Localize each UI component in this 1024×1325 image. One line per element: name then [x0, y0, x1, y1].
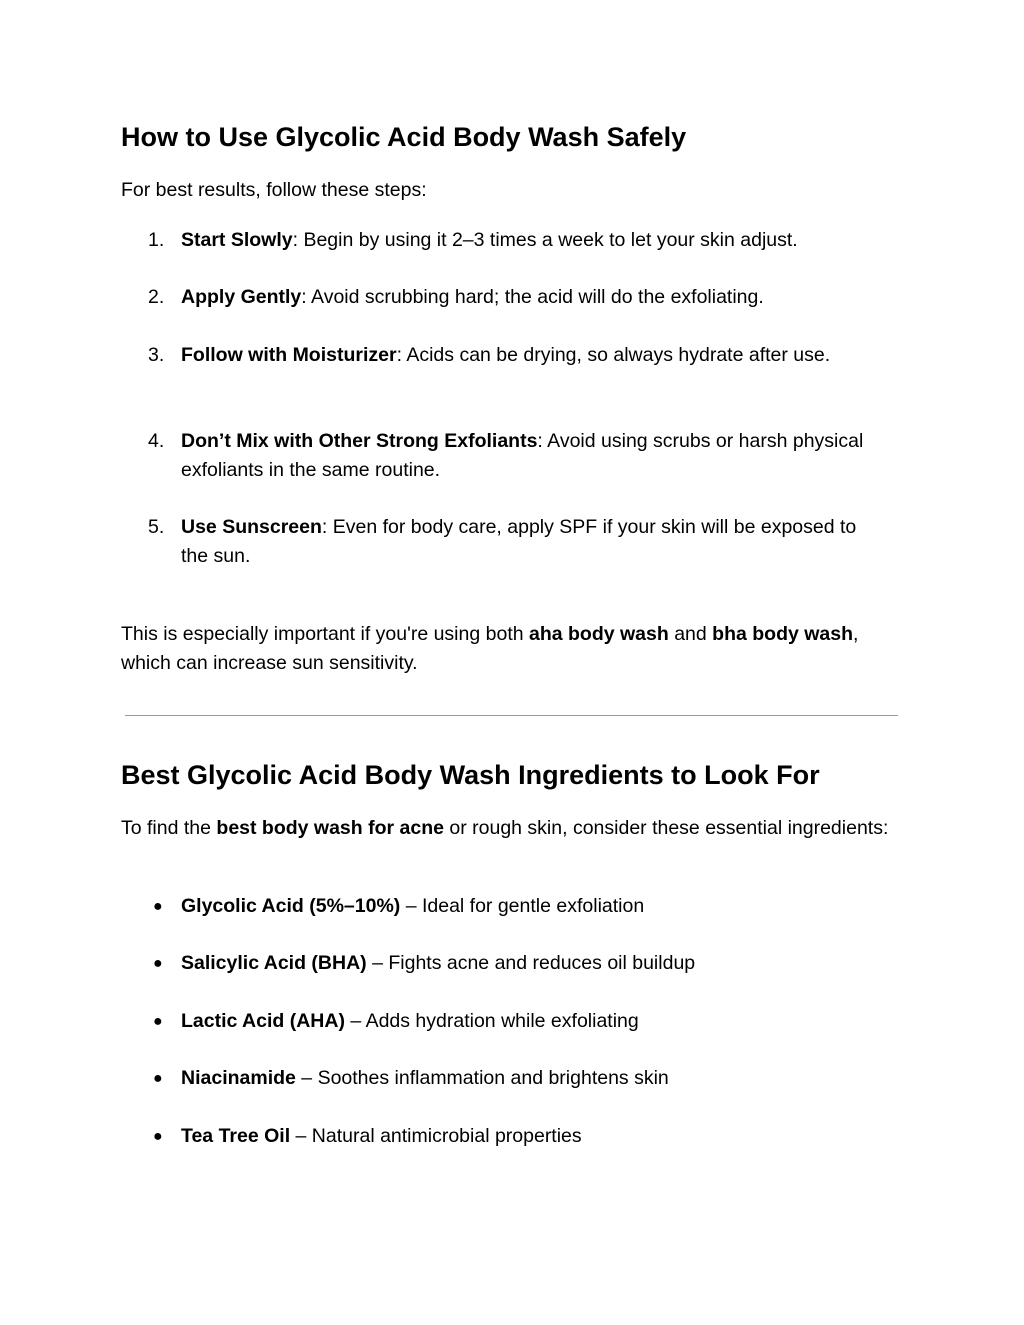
list-item [148, 226, 881, 255]
ingredient-name: Glycolic Acid (5%–10%) [181, 895, 401, 917]
step-title: Apply Gently [181, 286, 302, 308]
horizontal-divider [125, 715, 898, 716]
list-item [148, 427, 881, 485]
list-item [153, 892, 881, 921]
steps-intro: For best results, follow these steps: [121, 179, 427, 201]
note-text: , which can increase sun sensitivity. [121, 623, 859, 674]
ingredient-text: – Soothes inflammation and brightens skin [295, 1067, 669, 1089]
sun-sensitivity-note [121, 620, 901, 678]
list-number: 2. [148, 286, 165, 308]
intro-text: To find the [121, 817, 217, 839]
note-text: and [668, 623, 713, 645]
list-number: 3. [148, 344, 165, 366]
ingredient-name: Lactic Acid (AHA) [181, 1010, 345, 1032]
step-title: Don’t Mix with Other Strong Exfoliants [181, 430, 538, 452]
ingredient-name: Tea Tree Oil [181, 1125, 291, 1147]
bullet-icon: ● [153, 898, 163, 915]
intro-text: or rough skin, consider these essential ingredients: [443, 817, 889, 839]
section-heading-safe-use: How to Use Glycolic Acid Body Wash Safely [121, 122, 687, 152]
list-item [148, 283, 881, 312]
note-keyword: bha body wash [712, 623, 854, 645]
ingredient-name: Niacinamide [181, 1067, 296, 1089]
step-title: Use Sunscreen [181, 516, 322, 538]
note-text: This is especially important if you're using both [121, 623, 529, 645]
step-text: : Acids can be drying, so always hydrate after use. [396, 344, 831, 366]
step-title: Follow with Moisturizer [181, 344, 397, 366]
step-text: : Avoid using scrubs or harsh physical exfoliants in the same routine. [181, 430, 864, 481]
intro-keyword: best body wash for acne [216, 817, 444, 839]
bullet-icon: ● [153, 1128, 163, 1145]
list-item [153, 1064, 881, 1093]
ingredient-text: – Fights acne and reduces oil buildup [366, 952, 696, 974]
list-item [153, 1007, 881, 1036]
list-item [153, 949, 881, 978]
list-item [148, 341, 881, 370]
bullet-icon: ● [153, 955, 163, 972]
bullet-icon: ● [153, 1013, 163, 1030]
ingredient-text: – Natural antimicrobial properties [290, 1125, 582, 1147]
step-title: Start Slowly [181, 229, 293, 251]
section-heading-ingredients: Best Glycolic Acid Body Wash Ingredients to Look For [121, 760, 820, 790]
ingredient-text: – Ideal for gentle exfoliation [400, 895, 645, 917]
list-number: 4. [148, 430, 165, 452]
list-item [148, 513, 881, 571]
step-text: : Begin by using it 2–3 times a week to let your skin adjust. [292, 229, 798, 251]
step-text: : Even for body care, apply SPF if your skin will be exposed to the sun. [181, 516, 857, 567]
list-number: 5. [148, 516, 165, 538]
bullet-icon: ● [153, 1070, 163, 1087]
list-item [153, 1122, 881, 1151]
list-number: 1. [148, 229, 165, 251]
note-keyword: aha body wash [529, 623, 669, 645]
ingredients-intro [121, 814, 901, 843]
step-text: : Avoid scrubbing hard; the acid will do the exfoliating. [301, 286, 764, 308]
ingredient-text: – Adds hydration while exfoliating [344, 1010, 639, 1032]
ingredient-name: Salicylic Acid (BHA) [181, 952, 367, 974]
